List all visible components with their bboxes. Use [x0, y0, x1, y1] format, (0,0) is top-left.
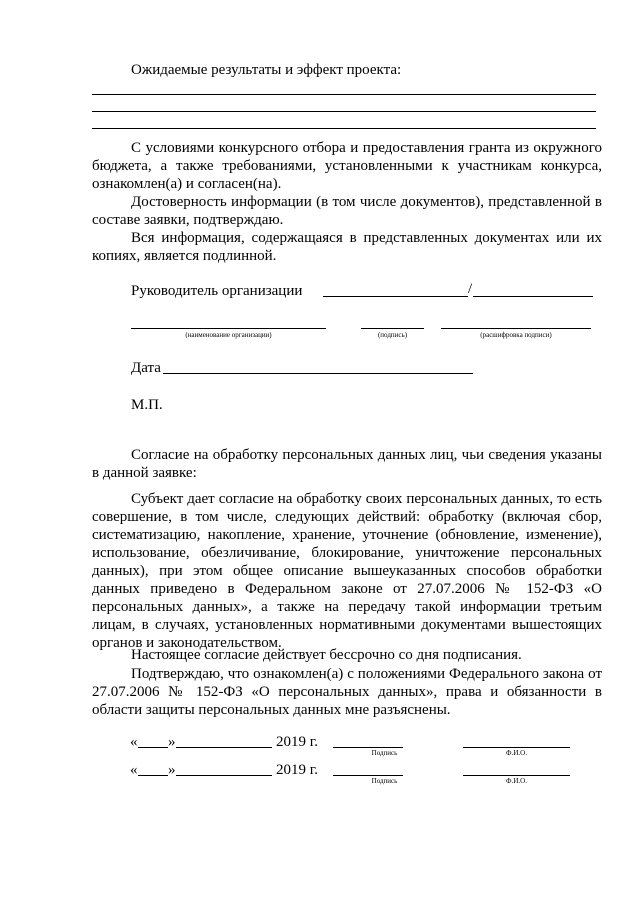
- caption-fio: Ф.И.О.: [506, 749, 527, 757]
- day-line[interactable]: [138, 747, 168, 748]
- caption-fio: Ф.И.О.: [506, 777, 527, 785]
- consent-confirmation: Подтверждаю, что ознакомлен(а) с положениями Федерального закона от 27.07.2006 № 152-ФЗ «О персональных данных», права и обязанности в области защиты персональных данных мне разъяснены.: [92, 666, 602, 718]
- blank-line-2[interactable]: [92, 111, 596, 112]
- consent-validity: Настоящее согласие действует бессрочно со дня подписания.: [131, 647, 522, 663]
- open-quote: «: [130, 762, 138, 778]
- month-line[interactable]: [176, 775, 272, 776]
- expected-results-label: Ожидаемые результаты и эффект проекта:: [131, 62, 402, 78]
- stamp-label: М.П.: [131, 397, 163, 413]
- year-text: 2019 г.: [276, 734, 318, 750]
- slash-separator: /: [468, 281, 473, 297]
- fio-line[interactable]: [463, 775, 570, 776]
- conditions-paragraph: С условиями конкурсного отбора и предоставления гранта из окружного бюджета, а также требованиями, установленными к участникам конкурса, ознакомлен(а) и согласен(на).: [92, 140, 602, 192]
- date-line[interactable]: [163, 373, 473, 374]
- date-label: Дата: [131, 360, 161, 376]
- year-text: 2019 г.: [276, 762, 318, 778]
- sign-line[interactable]: [333, 747, 403, 748]
- signature-decode-line[interactable]: [441, 328, 591, 329]
- day-line[interactable]: [138, 775, 168, 776]
- blank-line-1[interactable]: [92, 94, 596, 95]
- sign-line[interactable]: [333, 775, 403, 776]
- caption-organization-name: (наименование организации): [185, 331, 272, 339]
- head-of-organization-label: Руководитель организации: [131, 283, 303, 299]
- month-line[interactable]: [176, 747, 272, 748]
- consent-body: Субъект дает согласие на обработку своих персональных данных, то есть совершение, в том числе, следующих действий: обработку (включая сбор, систематизацию, накопление, хранение, уточнение (обновление, изменение), использование, обезличивание, блокирование, уничтожение персональных данных), при этом общее описание вышеуказанных способов обработки данных приведено в Федеральном законе от 27.07.2006 № 152-ФЗ «О персональных данных», а также на передачу такой информации третьим лицам, в случаях, установленных нормативными документами вышестоящих органов и законодательством.: [92, 491, 602, 651]
- head-name-line[interactable]: [473, 296, 593, 297]
- original-info-paragraph: Вся информация, содержащаяся в представленных документах или их копиях, является подлинной.: [92, 230, 602, 264]
- consent-heading: Согласие на обработку персональных данных лиц, чьи сведения указаны в данной заявке:: [92, 447, 602, 481]
- authenticity-paragraph: Достоверность информации (в том числе документов), представленной в составе заявки, подтверждаю.: [92, 194, 602, 228]
- blank-line-3[interactable]: [92, 128, 596, 129]
- caption-signature-decode: (расшифровка подписи): [480, 331, 552, 339]
- organization-name-line[interactable]: [131, 328, 326, 329]
- close-quote: »: [168, 734, 176, 750]
- close-quote: »: [168, 762, 176, 778]
- caption-podpis: Подпись: [371, 777, 398, 785]
- open-quote: «: [130, 734, 138, 750]
- signature-line[interactable]: [361, 328, 424, 329]
- caption-signature: (подпись): [377, 331, 408, 339]
- caption-podpis: Подпись: [371, 749, 398, 757]
- fio-line[interactable]: [463, 747, 570, 748]
- head-signature-line[interactable]: [323, 296, 468, 297]
